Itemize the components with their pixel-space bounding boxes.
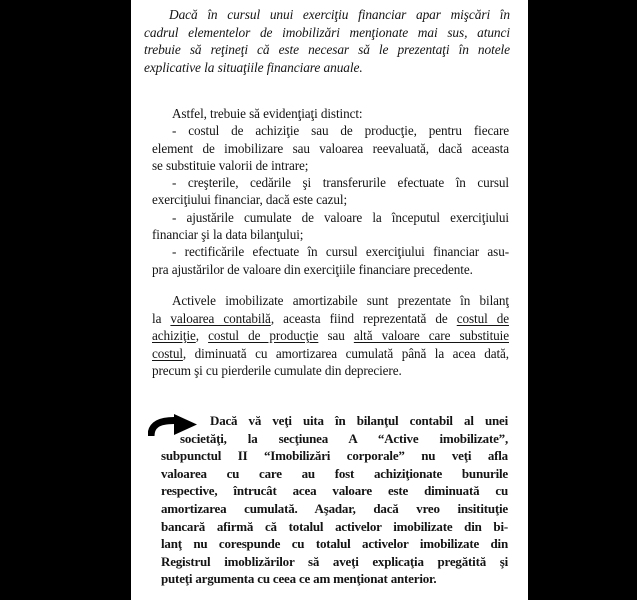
balance-paragraph [152,292,509,380]
intro-paragraph [144,6,510,76]
right-scan-border [528,0,637,600]
underlined-term: altă valoare care substituie [353,328,509,343]
text-line: explicative la situaţiile financiare anuale. [144,59,363,75]
list-item-line: - rectificările efectuate în cursul exerciţiului financiar asu- [172,244,509,260]
text-line: pra ajustărilor de valoare din exerciţiile financiare precedente. [152,261,473,277]
text-line: Registrul imoblizărilor să aveţi explicaţia pregătită şi [161,553,508,569]
text-segment: , aceasta fiind reprezentată de [270,310,457,326]
text-segment: Activele imobilizate amortizabile sunt prezentate în bilanţ [172,293,509,308]
note-paragraph [161,412,508,588]
text-segment: , [195,328,209,343]
underlined-term: costul de producţie [208,328,319,343]
text-line: financiar şi la data bilanţului; [152,227,304,243]
text-line: societăţi, la secţiunea A “Active imobilizate”, [180,430,508,446]
scan-page [131,0,528,600]
text-line [152,292,509,310]
text-line: lanţ nu corespunde cu totalul activelor imobilizate din [161,536,508,552]
text-line: amortizarea cumulată. Aşadar, dacă vreo insitituţie [161,500,508,516]
text-line: Astfel, trebuie să evidenţiaţi distinct: [172,106,363,121]
list-paragraph [152,105,509,278]
text-line: Dacă vă veţi uita în bilanţul contabil al unei [210,413,508,428]
text-segment: precum şi cu pierderile cumulate din depreciere. [152,363,402,378]
text-line [152,362,509,380]
text-line: subpunctul II “Imobilizări corporale” nu veţi afla [161,448,508,464]
list-item-line: - ajustările cumulate de valoare la începutul exerciţiului [172,209,509,225]
underlined-term: valoarea contabilă [170,310,271,326]
underlined-term: costul de [456,310,509,326]
text-segment: sau [318,328,354,343]
text-line: puteţi argumenta cu ceea ce am menţionat anterior. [161,571,437,587]
list-item-line: - creşterile, cedările şi transferurile efectuate în cursul [172,175,509,191]
text-line: Dacă în cursul unui exerciţiu financiar apar mişcări în [169,7,510,22]
text-segment: , diminuată cu amortizarea cumulată până la acea dată, [182,345,509,361]
text-line: valoarea cu care au fost achiziţionate bunurile [161,465,508,481]
text-line: cadrul elementelor de imobilizări menţionate mai sus, atunci [144,24,510,40]
text-line: exerciţiului financiar, dacă este cazul; [152,192,348,208]
text-segment: la [152,310,171,326]
text-line [152,345,509,363]
list-item-line: - costul de achiziţie sau de producţie, pentru fiecare [172,123,509,139]
text-line [152,310,509,328]
text-line: se substituie valorii de intrare; [152,157,309,173]
text-line: element de imobilizare sau valoarea reevaluată, dacă aceasta [152,140,509,156]
text-line: trebuie să reţineţi că este necesar să le prezentaţi în notele [144,42,510,57]
text-line: bancară afirmă că totalul activelor imobilizate din bi- [161,518,508,534]
text-line: respective, întrucât acea valoare este diminuată cu [161,483,508,499]
text-line [152,327,509,345]
underlined-term: costul [152,345,183,361]
underlined-term: achiziţie [152,328,196,343]
left-scan-border [0,0,131,600]
